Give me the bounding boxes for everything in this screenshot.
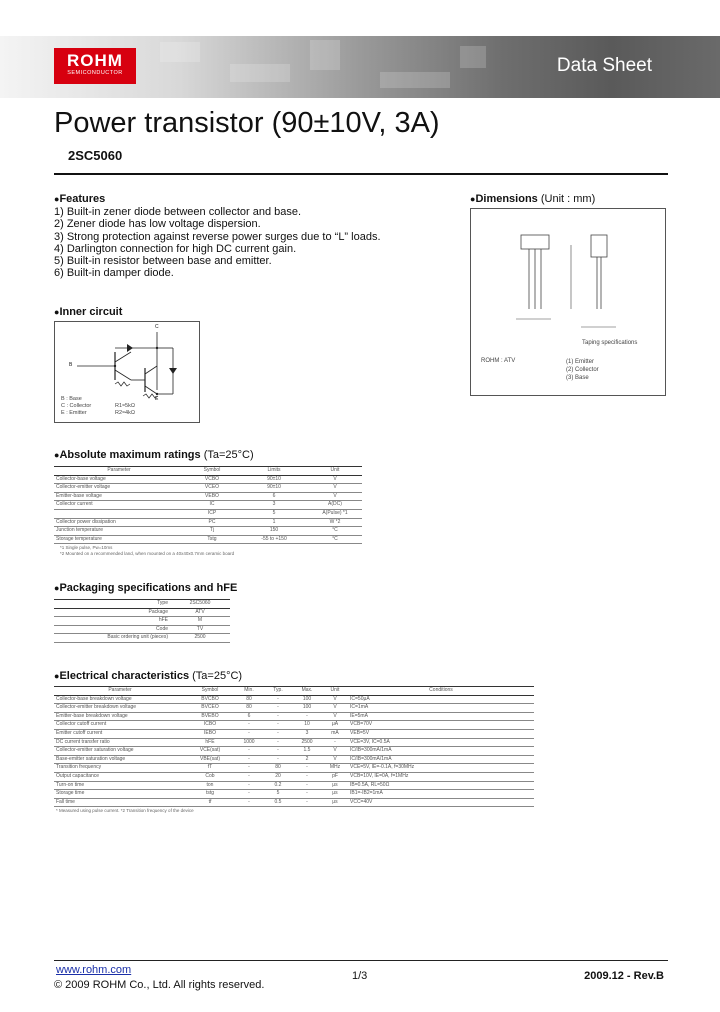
package-label: ROHM : ATV: [481, 358, 516, 364]
table-cell: -: [234, 781, 264, 790]
table-cell: -: [234, 755, 264, 764]
footer-page-number: 1/3: [352, 970, 368, 982]
table-cell: 2500: [170, 634, 230, 643]
table-cell: Base-emitter saturation voltage: [54, 755, 186, 764]
table-cell: A(Pulse) *1: [308, 509, 362, 518]
table-row: [54, 600, 230, 609]
table-cell: μA: [322, 721, 348, 730]
taping-spec-label: Taping specifications: [582, 340, 638, 346]
table-cell: 2500: [292, 738, 322, 747]
footer-revision: 2009.12 - Rev.B: [584, 970, 664, 982]
table-cell: IC/IB=300mA/1mA: [348, 747, 534, 756]
table-cell: fT: [186, 764, 234, 773]
table-cell: PC: [184, 518, 240, 527]
table-row: [54, 798, 534, 807]
table-cell: ton: [186, 781, 234, 790]
table-cell: ICP: [184, 509, 240, 518]
table-cell: Collector cutoff current: [54, 721, 186, 730]
logo-text: ROHM: [67, 51, 123, 70]
table-cell: VCC=40V: [348, 798, 534, 807]
table-cell: 1: [240, 518, 308, 527]
table-cell: 20: [264, 772, 292, 781]
features-heading-text: Features: [59, 193, 106, 205]
table-cell: VBE(sat): [186, 755, 234, 764]
pin-item: (2) Collector: [566, 367, 599, 373]
table-cell: VCE=3V, IC=0.5A: [348, 738, 534, 747]
feature-item: 4) Darlington connection for high DC current gain.: [54, 242, 297, 255]
table-cell: 3: [292, 729, 322, 738]
table-cell: MHz: [322, 764, 348, 773]
emitter-label: E: [155, 396, 159, 402]
table-cell: hFE: [54, 617, 170, 626]
dimensions-unit: (Unit : mm): [540, 193, 596, 205]
inner-circuit-heading: ●Inner circuit: [54, 306, 123, 318]
table-note: *1 Single pulse, Pw=10ms: [60, 545, 113, 550]
table-cell: Collector-emitter saturation voltage: [54, 747, 186, 756]
table-cell: IEBO: [186, 729, 234, 738]
table-cell: BVCBO: [186, 695, 234, 704]
footer-url-wrap: [56, 964, 131, 976]
table-row: [54, 518, 362, 527]
abs-max-heading-text: Absolute maximum ratings: [59, 449, 201, 461]
table-cell: Package: [54, 608, 170, 617]
inner-circuit-box: [54, 321, 200, 423]
table-cell: V: [322, 712, 348, 721]
table-row: [54, 634, 230, 643]
table-cell: -: [292, 781, 322, 790]
packaging-table: [54, 599, 230, 643]
table-cell: -55 to +150: [240, 535, 308, 544]
table-cell: -: [264, 704, 292, 713]
table-row: [54, 704, 534, 713]
table-row: [54, 492, 362, 501]
table-cell: V: [322, 755, 348, 764]
table-cell: 80: [234, 704, 264, 713]
table-cell: -: [234, 764, 264, 773]
table-row: [54, 527, 362, 536]
table-cell: -: [234, 798, 264, 807]
table-cell: -: [264, 721, 292, 730]
table-row: [54, 729, 534, 738]
table-cell: 3: [240, 501, 308, 510]
legend-item: E : Emitter: [61, 410, 87, 416]
rohm-logo: [54, 48, 136, 84]
table-row: [54, 764, 534, 773]
table-cell: °C: [308, 527, 362, 536]
table-cell: μs: [322, 781, 348, 790]
dimensions-heading-text: Dimensions: [475, 193, 538, 205]
table-row: [54, 712, 534, 721]
table-cell: Transition frequency: [54, 764, 186, 773]
table-cell: -: [234, 747, 264, 756]
pin-item: (3) Base: [566, 375, 589, 381]
title-rule: [54, 173, 668, 175]
pin-item: (1) Emitter: [566, 359, 595, 365]
header-decoration: [460, 46, 486, 68]
table-cell: -: [322, 738, 348, 747]
table-cell: IC=1mA: [348, 704, 534, 713]
inner-circuit-heading-text: Inner circuit: [59, 306, 123, 318]
table-cell: -: [292, 798, 322, 807]
table-cell: TV: [170, 625, 230, 634]
table-cell: Collector-emitter breakdown voltage: [54, 704, 186, 713]
table-cell: Fall time: [54, 798, 186, 807]
table-cell: A(DC): [308, 501, 362, 510]
table-row: [54, 608, 230, 617]
table-cell: 1000: [234, 738, 264, 747]
table-cell: -: [234, 772, 264, 781]
table-cell: -: [264, 695, 292, 704]
table-cell: V: [322, 747, 348, 756]
table-cell: 5: [240, 509, 308, 518]
table-cell: VCBO: [184, 475, 240, 484]
table-cell: -: [264, 729, 292, 738]
table-cell: VCEO: [184, 484, 240, 493]
packaging-heading-text: Packaging specifications and hFE: [59, 582, 238, 594]
table-header-cell: Unit: [308, 467, 362, 476]
table-cell: W *2: [308, 518, 362, 527]
table-cell: -: [264, 747, 292, 756]
table-cell: °C: [308, 535, 362, 544]
resistor-legend: [115, 403, 135, 417]
table-cell: Collector-base voltage: [54, 475, 184, 484]
table-cell: μs: [322, 790, 348, 799]
legend-item: B : Base: [61, 396, 82, 402]
table-header-cell: Symbol: [184, 467, 240, 476]
circuit-legend: [61, 396, 91, 417]
dimensions-heading: ●Dimensions (Unit : mm): [470, 193, 596, 205]
table-cell: 10: [292, 721, 322, 730]
table-row: [54, 747, 534, 756]
table-cell: -: [292, 764, 322, 773]
table-cell: BVEBO: [186, 712, 234, 721]
table-header-cell: Limits: [240, 467, 308, 476]
table-cell: ATV: [170, 608, 230, 617]
table-cell: Junction temperature: [54, 527, 184, 536]
table-cell: 90±10: [240, 484, 308, 493]
table-cell: -: [234, 729, 264, 738]
footer-url-link[interactable]: www.rohm.com: [56, 964, 132, 976]
abs-max-heading: ●Absolute maximum ratings (Ta=25°C): [54, 449, 254, 461]
table-cell: Type: [54, 600, 170, 609]
table-cell: tf: [186, 798, 234, 807]
table-cell: [54, 509, 184, 518]
table-cell: -: [264, 712, 292, 721]
table-cell: Collector-emitter voltage: [54, 484, 184, 493]
collector-label: C: [155, 324, 159, 330]
table-cell: IE=5mA: [348, 712, 534, 721]
table-cell: Collector power dissipation: [54, 518, 184, 527]
table-row: [54, 755, 534, 764]
footer-copyright: © 2009 ROHM Co., Ltd. All rights reserved.: [54, 979, 265, 991]
table-row: [54, 501, 362, 510]
abs-max-condition: (Ta=25°C): [203, 449, 254, 461]
table-cell: IC/IB=300mA/1mA: [348, 755, 534, 764]
table-cell: 150: [240, 527, 308, 536]
legend-item: R2≈4kΩ: [115, 410, 135, 416]
electrical-heading: ●Electrical characteristics (Ta=25°C): [54, 670, 243, 682]
table-cell: IB1=-IB2=1mA: [348, 790, 534, 799]
table-cell: 90±10: [240, 475, 308, 484]
table-cell: Emitter-base voltage: [54, 492, 184, 501]
table-row: [54, 721, 534, 730]
table-cell: Collector-base breakdown voltage: [54, 695, 186, 704]
table-row: [54, 625, 230, 634]
table-cell: Tstg: [184, 535, 240, 544]
table-cell: -: [292, 790, 322, 799]
table-cell: Storage time: [54, 790, 186, 799]
table-cell: 1.5: [292, 747, 322, 756]
electrical-condition: (Ta=25°C): [192, 670, 243, 682]
table-header-cell: Max.: [292, 687, 322, 696]
feature-item: 2) Zener diode has low voltage dispersion.: [54, 218, 261, 231]
table-cell: VCB=70V: [348, 721, 534, 730]
table-row: [54, 781, 534, 790]
electrical-heading-text: Electrical characteristics: [59, 670, 190, 682]
table-cell: Storage temperature: [54, 535, 184, 544]
legend-item: R1≈5kΩ: [115, 403, 135, 409]
table-cell: 0.2: [264, 781, 292, 790]
table-cell: BVCEO: [186, 704, 234, 713]
table-cell: V: [322, 704, 348, 713]
table-cell: μs: [322, 798, 348, 807]
table-row: [54, 738, 534, 747]
feature-item: 6) Built-in damper diode.: [54, 267, 174, 280]
feature-item: 5) Built-in resistor between base and emitter.: [54, 255, 272, 268]
table-header-cell: Parameter: [54, 467, 184, 476]
table-cell: Output capacitance: [54, 772, 186, 781]
table-cell: 80: [234, 695, 264, 704]
header-decoration: [160, 42, 200, 62]
table-cell: VEB=5V: [348, 729, 534, 738]
table-row: [54, 535, 362, 544]
table-cell: Collector current: [54, 501, 184, 510]
table-cell: Emitter cutoff current: [54, 729, 186, 738]
table-row: [54, 790, 534, 799]
electrical-table: [54, 686, 534, 807]
table-cell: 2: [292, 755, 322, 764]
table-cell: V: [308, 484, 362, 493]
abs-max-notes: [60, 545, 234, 557]
legend-item: C : Collector: [61, 403, 92, 409]
header-decoration: [380, 72, 450, 88]
table-cell: 0.5: [264, 798, 292, 807]
table-cell: IC: [184, 501, 240, 510]
table-cell: VCB=10V, IE=0A, f=1MHz: [348, 772, 534, 781]
table-cell: -: [234, 790, 264, 799]
table-cell: Turn-on time: [54, 781, 186, 790]
table-cell: DC current transfer ratio: [54, 738, 186, 747]
table-header-cell: Conditions: [348, 687, 534, 696]
table-cell: V: [322, 695, 348, 704]
table-cell: 80: [264, 764, 292, 773]
doc-type-label: Data Sheet: [556, 55, 652, 76]
features-heading: ●Features: [54, 193, 106, 205]
table-cell: -: [234, 721, 264, 730]
table-row: [54, 772, 534, 781]
table-cell: pF: [322, 772, 348, 781]
table-row: [54, 509, 362, 518]
table-cell: IC=50μA: [348, 695, 534, 704]
table-cell: V: [308, 492, 362, 501]
table-cell: hFE: [186, 738, 234, 747]
feature-item: 3) Strong protection against reverse power surges due to “L” loads.: [54, 230, 381, 243]
table-row: [54, 695, 534, 704]
feature-item: 1) Built-in zener diode between collector and base.: [54, 206, 302, 218]
table-cell: -: [264, 755, 292, 764]
table-header-row: [54, 467, 362, 476]
table-header-cell: Symbol: [186, 687, 234, 696]
table-cell: -: [264, 738, 292, 747]
table-cell: mA: [322, 729, 348, 738]
logo-subtext: SEMICONDUCTOR: [67, 70, 123, 76]
table-header-cell: Min.: [234, 687, 264, 696]
table-cell: -: [292, 772, 322, 781]
table-header-cell: Typ.: [264, 687, 292, 696]
table-note: *2 Mounted on a recommended land, when mounted on a 40x40x0.7mm ceramic board: [60, 551, 235, 556]
table-cell: Code: [54, 625, 170, 634]
table-header-row: [54, 687, 534, 696]
packaging-heading: ●Packaging specifications and hFE: [54, 582, 238, 594]
footer-rule: [54, 960, 668, 961]
abs-max-table: [54, 466, 362, 544]
table-cell: VCE(sat): [186, 747, 234, 756]
features-list: [54, 206, 381, 280]
table-cell: VEBO: [184, 492, 240, 501]
table-cell: Basic ordering unit (pieces): [54, 634, 170, 643]
table-cell: 100: [292, 704, 322, 713]
part-number: 2SC5060: [68, 148, 123, 163]
table-header-cell: Unit: [322, 687, 348, 696]
table-cell: 6: [240, 492, 308, 501]
base-label: B: [69, 362, 73, 368]
table-row: [54, 617, 230, 626]
table-cell: IB=0.5A, RL=50Ω: [348, 781, 534, 790]
table-cell: M: [170, 617, 230, 626]
header-decoration: [310, 40, 340, 70]
table-cell: 100: [292, 695, 322, 704]
table-cell: V: [308, 475, 362, 484]
table-row: [54, 484, 362, 493]
header-decoration: [230, 64, 290, 82]
electrical-note: * Measured using pulse current. *2 Transition frequency of the device: [56, 808, 194, 813]
pin-list: [566, 358, 599, 382]
table-row: [54, 475, 362, 484]
table-cell: 2SC5060: [170, 600, 230, 609]
table-cell: -: [292, 712, 322, 721]
table-cell: ICBO: [186, 721, 234, 730]
table-cell: VCE=5V, IE=-0.1A, f=30MHz: [348, 764, 534, 773]
table-cell: tstg: [186, 790, 234, 799]
page-title: Power transistor (90±10V, 3A): [54, 107, 440, 139]
table-cell: 5: [264, 790, 292, 799]
table-cell: 6: [234, 712, 264, 721]
table-cell: Cob: [186, 772, 234, 781]
table-cell: Emitter-base breakdown voltage: [54, 712, 186, 721]
table-cell: Tj: [184, 527, 240, 536]
table-header-cell: Parameter: [54, 687, 186, 696]
